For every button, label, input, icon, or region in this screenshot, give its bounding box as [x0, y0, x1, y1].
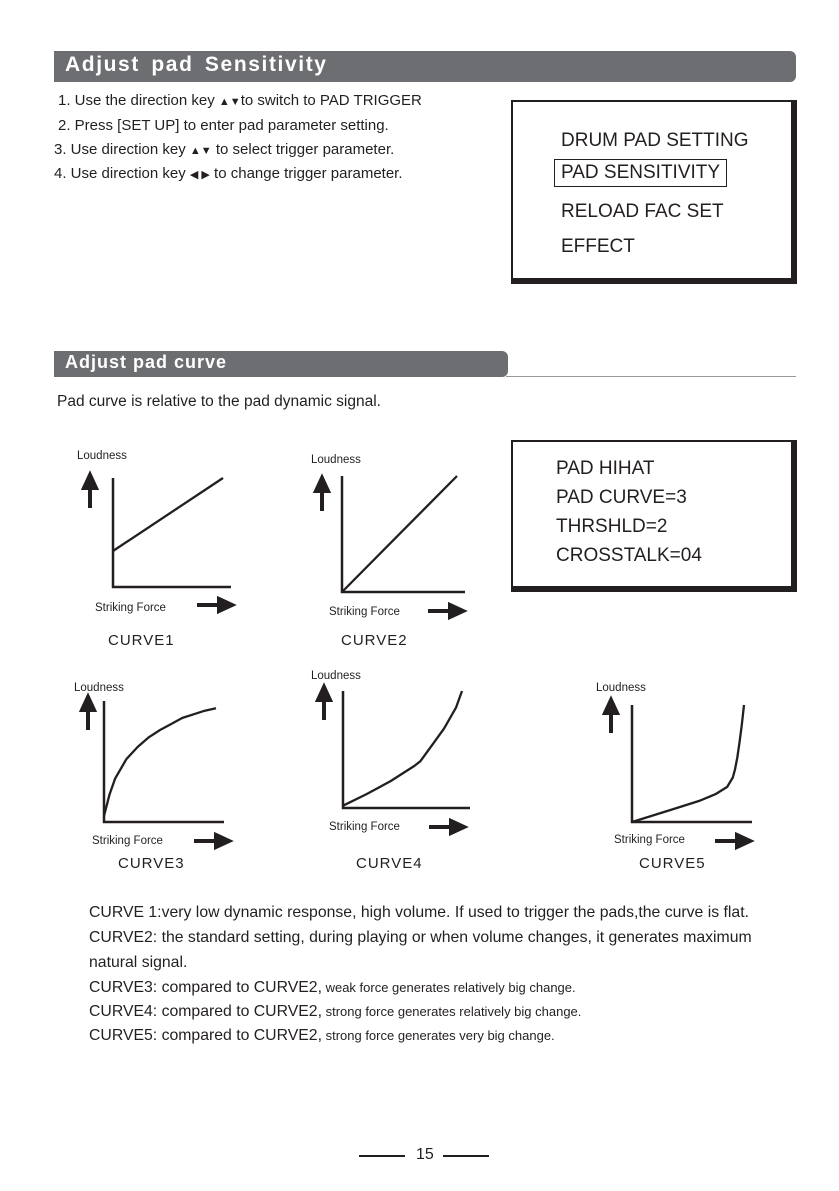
- arrow-right-icon: [429, 821, 464, 833]
- arrow-up-icon: [605, 700, 617, 733]
- curve-line: [343, 691, 462, 806]
- arrow-right-icon: [194, 835, 229, 847]
- arrow-up-icon: [318, 687, 330, 720]
- y-axis-label: Loudness: [311, 670, 361, 682]
- desc-line: CURVE 1:very low dynamic response, high volume. If used to trigger the pads,the curve is flat.: [89, 904, 749, 921]
- arrow-right-icon: [428, 605, 463, 617]
- page-number-rule-right: [443, 1155, 489, 1157]
- y-axis-label: Loudness: [74, 682, 124, 694]
- curve-name: CURVE1: [108, 632, 175, 649]
- arrow-up-icon: [84, 475, 96, 508]
- section-divider: [506, 376, 796, 377]
- lcd-line: PAD HIHAT: [556, 458, 655, 479]
- arrow-up-icon: [316, 478, 328, 511]
- lcd-line: CROSSTALK=04: [556, 545, 702, 566]
- arrow-right-icon: [197, 599, 232, 611]
- curve-name: CURVE5: [639, 855, 706, 872]
- lcd-menu-item: DRUM PAD SETTING: [561, 130, 749, 151]
- lcd-line: THRSHLD=2: [556, 516, 668, 537]
- y-axis-label: Loudness: [311, 454, 361, 466]
- lcd-line: PAD CURVE=3: [556, 487, 687, 508]
- axis-lines: [104, 701, 224, 822]
- up-down-arrow-icon: ▲▼: [189, 145, 212, 157]
- x-axis-label: Striking Force: [329, 821, 400, 833]
- page-number: 15: [416, 1146, 434, 1163]
- desc-line: CURVE2: the standard setting, during playing or when volume changes, it generates maximum: [89, 929, 752, 946]
- step-2: 2. Press [SET UP] to enter pad parameter setting.: [58, 117, 389, 134]
- lcd-status-display: [511, 440, 793, 588]
- desc-line: CURVE5: compared to CURVE2, strong force generates very big change.: [89, 1027, 555, 1044]
- curve-name: CURVE4: [356, 855, 423, 872]
- lcd-menu-display: [511, 100, 793, 280]
- y-axis-label: Loudness: [596, 682, 646, 694]
- lcd-menu-item: RELOAD FAC SET: [561, 201, 724, 222]
- axis-lines: [113, 478, 231, 587]
- curve-line: [113, 478, 223, 551]
- arrow-up-icon: [82, 697, 94, 730]
- curve-line: [342, 476, 457, 592]
- x-axis-label: Striking Force: [95, 602, 166, 614]
- x-axis-label: Striking Force: [329, 606, 400, 618]
- desc-line: natural signal.: [89, 954, 188, 971]
- page-number-rule-left: [359, 1155, 405, 1157]
- y-axis-label: Loudness: [77, 450, 127, 462]
- lcd-menu-item-selected: PAD SENSITIVITY: [554, 159, 727, 187]
- section-title-curve: Adjust pad curve: [54, 351, 508, 377]
- desc-line: CURVE4: compared to CURVE2, strong force generates relatively big change.: [89, 1003, 582, 1020]
- left-right-arrow-icon: ◀ ▶: [189, 169, 210, 181]
- curve-name: CURVE2: [341, 632, 408, 649]
- section-title-sensitivity: Adjust pad Sensitivity: [54, 51, 796, 82]
- x-axis-label: Striking Force: [92, 835, 163, 847]
- step-3: 3. Use direction key ▲▼ to select trigger parameter.: [54, 141, 395, 158]
- arrow-right-icon: [715, 835, 750, 847]
- curve-line: [632, 705, 744, 822]
- desc-line: CURVE3: compared to CURVE2, weak force generates relatively big change.: [89, 979, 576, 996]
- axis-lines: [632, 705, 752, 822]
- step-4: 4. Use direction key ◀ ▶ to change trigger parameter.: [54, 165, 403, 182]
- x-axis-label: Striking Force: [614, 834, 685, 846]
- axis-lines: [342, 476, 465, 592]
- step-1: 1. Use the direction key ▲▼to switch to PAD TRIGGER: [58, 92, 422, 109]
- lcd-menu-item: EFFECT: [561, 236, 635, 257]
- curve-line: [104, 708, 216, 816]
- intro-text: Pad curve is relative to the pad dynamic signal.: [57, 393, 381, 410]
- up-down-arrow-icon: ▲▼: [218, 96, 241, 108]
- axis-lines: [343, 691, 470, 808]
- curve-name: CURVE3: [118, 855, 185, 872]
